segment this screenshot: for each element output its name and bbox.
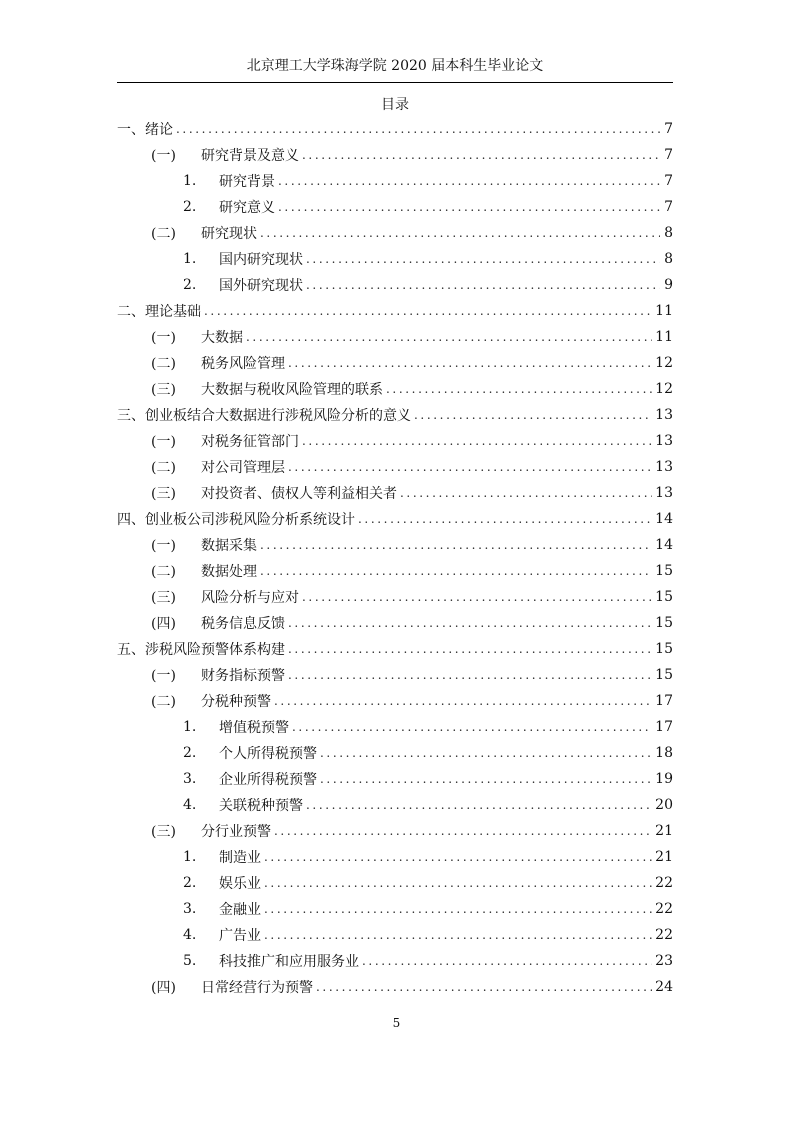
toc-entry[interactable] <box>117 506 673 532</box>
toc-leader-dots <box>278 174 660 188</box>
toc-entry[interactable] <box>117 948 673 974</box>
toc-entry-page: 7 <box>664 173 673 189</box>
toc-entry-title: 风险分析与应对 <box>201 590 299 606</box>
toc-entry[interactable] <box>117 818 673 844</box>
toc-entry-number: (三) <box>151 590 176 606</box>
toc-leader-dots <box>260 564 652 578</box>
toc-entry-title: 金融业 <box>219 902 261 918</box>
toc-entry[interactable] <box>117 792 673 818</box>
toc-entry-number: (一) <box>151 434 176 450</box>
toc-entry-title: 理论基础 <box>145 304 201 320</box>
toc-entry-number: 3. <box>183 771 197 787</box>
toc-entry-page: 9 <box>664 277 673 293</box>
toc-entry-title: 个人所得税预警 <box>219 746 317 762</box>
toc-leader-dots <box>358 512 652 526</box>
toc-entry-number: 二、 <box>117 304 145 320</box>
toc-entry-number: (三) <box>151 382 176 398</box>
toc-entry-page: 15 <box>655 667 673 683</box>
toc-entry[interactable] <box>117 454 673 480</box>
toc-entry[interactable] <box>117 194 673 220</box>
toc-leader-dots <box>274 694 652 708</box>
toc-entry-number: 2. <box>183 875 197 891</box>
toc-entry[interactable] <box>117 636 673 662</box>
toc-entry[interactable] <box>117 298 673 324</box>
toc-entry-page: 12 <box>655 381 673 397</box>
toc-entry-page: 14 <box>655 537 673 553</box>
toc-leader-dots <box>264 850 652 864</box>
toc-entry-title: 国外研究现状 <box>219 278 303 294</box>
toc-entry-number: 2. <box>183 199 197 215</box>
toc-entry[interactable] <box>117 480 673 506</box>
toc-entry[interactable] <box>117 324 673 350</box>
toc-entry-number: (三) <box>151 824 176 840</box>
toc-entry-number: (四) <box>151 616 176 632</box>
toc-leader-dots <box>264 876 652 890</box>
toc-entry-title: 研究背景 <box>219 174 275 190</box>
toc-entry-title: 税务信息反馈 <box>201 616 285 632</box>
toc-entry[interactable] <box>117 688 673 714</box>
toc-entry[interactable] <box>117 350 673 376</box>
toc-leader-dots <box>320 746 652 760</box>
toc-entry-page: 14 <box>655 511 673 527</box>
toc-leader-dots <box>302 148 660 162</box>
toc-entry-page: 22 <box>655 901 673 917</box>
toc-entry-number: 2. <box>183 745 197 761</box>
toc-entry-page: 8 <box>664 251 673 267</box>
toc-entry-number: 2. <box>183 277 197 293</box>
toc-entry-page: 23 <box>655 953 673 969</box>
toc-entry-title: 数据处理 <box>201 564 257 580</box>
toc-entry-title: 数据采集 <box>201 538 257 554</box>
toc-leader-dots <box>288 642 652 656</box>
toc-leader-dots <box>288 616 652 630</box>
toc-entry-title: 财务指标预警 <box>201 668 285 684</box>
toc-entry-number: (二) <box>151 356 176 372</box>
toc-entry-page: 15 <box>655 615 673 631</box>
toc-leader-dots <box>260 538 652 552</box>
toc-entry[interactable] <box>117 532 673 558</box>
toc-entry-page: 21 <box>655 823 673 839</box>
toc-entry-title: 制造业 <box>219 850 261 866</box>
toc-leader-dots <box>246 330 652 344</box>
toc-entry[interactable] <box>117 272 673 298</box>
toc-entry[interactable] <box>117 714 673 740</box>
toc-leader-dots <box>400 486 652 500</box>
toc-entry-number: 一、 <box>117 122 145 138</box>
page-number: 5 <box>392 1016 401 1030</box>
toc-entry-title: 关联税种预警 <box>219 798 303 814</box>
toc-entry-number: (一) <box>151 538 176 554</box>
toc-entry-number: (二) <box>151 694 176 710</box>
toc-leader-dots <box>288 356 652 370</box>
toc-entry-page: 13 <box>655 433 673 449</box>
toc-entry-page: 22 <box>655 927 673 943</box>
toc-entry-number: 三、 <box>117 408 145 424</box>
toc-entry-title: 科技推广和应用服务业 <box>219 954 359 970</box>
toc-entry-page: 19 <box>655 771 673 787</box>
toc-leader-dots <box>288 460 652 474</box>
toc-leader-dots <box>288 668 652 682</box>
toc-entry-number: 4. <box>183 927 197 943</box>
toc-entry-number: 5. <box>183 953 197 969</box>
toc-entry[interactable] <box>117 740 673 766</box>
toc-entry-number: (一) <box>151 330 176 346</box>
toc-leader-dots <box>302 590 652 604</box>
page-header: 北京理工大学珠海学院 2020 届本科生毕业论文 <box>246 58 544 74</box>
toc-leader-dots <box>306 798 652 812</box>
toc-entry-page: 22 <box>655 875 673 891</box>
toc-entry[interactable] <box>117 766 673 792</box>
toc-title: 目录 <box>381 97 409 113</box>
toc-entry-title: 税务风险管理 <box>201 356 285 372</box>
toc-entry-title: 对税务征管部门 <box>201 434 299 450</box>
toc-entry-number: (二) <box>151 226 176 242</box>
toc-leader-dots <box>302 434 652 448</box>
toc-entry-page: 11 <box>655 329 673 345</box>
toc-leader-dots <box>204 304 652 318</box>
toc-entry-page: 17 <box>655 719 673 735</box>
toc-entry-title: 分行业预警 <box>201 824 271 840</box>
toc-leader-dots <box>316 980 652 994</box>
toc-entry[interactable] <box>117 142 673 168</box>
toc-entry-title: 日常经营行为预警 <box>201 980 313 996</box>
toc-leader-dots <box>306 278 660 292</box>
toc-entry-title: 广告业 <box>219 928 261 944</box>
toc-entry-page: 12 <box>655 355 673 371</box>
toc-entry-title: 研究现状 <box>201 226 257 242</box>
toc-entry[interactable] <box>117 870 673 896</box>
toc-entry-page: 7 <box>664 147 673 163</box>
toc-entry-number: (四) <box>151 980 176 996</box>
toc-entry-title: 研究背景及意义 <box>201 148 299 164</box>
toc-entry[interactable] <box>117 168 673 194</box>
toc-leader-dots <box>278 200 660 214</box>
toc-entry-page: 7 <box>664 199 673 215</box>
toc-entry-page: 7 <box>664 121 673 137</box>
toc-entry[interactable] <box>117 116 673 142</box>
toc-entry-title: 对投资者、债权人等利益相关者 <box>201 486 397 502</box>
toc-entry-title: 创业板结合大数据进行涉税风险分析的意义 <box>145 408 411 424</box>
toc-entry-number: 1. <box>183 251 197 267</box>
toc-entry-number: 五、 <box>117 642 145 658</box>
toc-entry-page: 13 <box>655 407 673 423</box>
toc-entry-title: 创业板公司涉税风险分析系统设计 <box>145 512 355 528</box>
toc-entry[interactable] <box>117 662 673 688</box>
toc-entry[interactable] <box>117 246 673 272</box>
toc-entry-number: 1. <box>183 173 197 189</box>
toc-entry[interactable] <box>117 376 673 402</box>
toc-entry-title: 涉税风险预警体系构建 <box>145 642 285 658</box>
toc-entry-title: 国内研究现状 <box>219 252 303 268</box>
toc-leader-dots <box>264 902 652 916</box>
toc-leader-dots <box>176 122 660 136</box>
toc-entry-title: 分税种预警 <box>201 694 271 710</box>
toc-entry-title: 大数据与税收风险管理的联系 <box>201 382 383 398</box>
toc-entry-number: 1. <box>183 719 197 735</box>
toc-entry-page: 21 <box>655 849 673 865</box>
toc-entry[interactable] <box>117 220 673 246</box>
toc-entry-page: 17 <box>655 693 673 709</box>
header-rule <box>117 82 673 83</box>
toc-entry-page: 15 <box>655 563 673 579</box>
toc-leader-dots <box>320 772 652 786</box>
toc-entry-page: 24 <box>655 979 673 995</box>
toc-entry-number: 4. <box>183 797 197 813</box>
toc-entry-page: 13 <box>655 459 673 475</box>
toc-entry-title: 绪论 <box>145 122 173 138</box>
toc-entry-page: 15 <box>655 589 673 605</box>
toc-entry-page: 8 <box>664 225 673 241</box>
toc-entry-number: (二) <box>151 460 176 476</box>
toc-entry-number: 3. <box>183 901 197 917</box>
toc-entry[interactable] <box>117 584 673 610</box>
toc-entry[interactable] <box>117 610 673 636</box>
toc-entry-title: 研究意义 <box>219 200 275 216</box>
toc-leader-dots <box>386 382 652 396</box>
table-of-contents <box>117 116 673 1000</box>
toc-entry[interactable] <box>117 974 673 1000</box>
toc-entry[interactable] <box>117 896 673 922</box>
toc-leader-dots <box>362 954 652 968</box>
toc-entry-number: (三) <box>151 486 176 502</box>
toc-leader-dots <box>306 252 660 266</box>
toc-entry-number: 四、 <box>117 512 145 528</box>
toc-entry-title: 娱乐业 <box>219 876 261 892</box>
toc-entry[interactable] <box>117 402 673 428</box>
toc-leader-dots <box>274 824 652 838</box>
toc-entry-title: 企业所得税预警 <box>219 772 317 788</box>
toc-entry-title: 增值税预警 <box>219 720 289 736</box>
toc-entry-page: 20 <box>655 797 673 813</box>
toc-entry[interactable] <box>117 844 673 870</box>
toc-entry-number: (一) <box>151 148 176 164</box>
toc-entry-number: (一) <box>151 668 176 684</box>
toc-entry-number: 1. <box>183 849 197 865</box>
toc-entry-page: 11 <box>655 303 673 319</box>
toc-leader-dots <box>292 720 652 734</box>
toc-leader-dots <box>264 928 652 942</box>
toc-entry-number: (二) <box>151 564 176 580</box>
toc-entry-title: 大数据 <box>201 330 243 346</box>
toc-entry-page: 13 <box>655 485 673 501</box>
toc-entry-page: 18 <box>655 745 673 761</box>
toc-entry-title: 对公司管理层 <box>201 460 285 476</box>
toc-entry[interactable] <box>117 922 673 948</box>
toc-entry[interactable] <box>117 428 673 454</box>
toc-leader-dots <box>414 408 652 422</box>
toc-entry[interactable] <box>117 558 673 584</box>
toc-entry-page: 15 <box>655 641 673 657</box>
toc-leader-dots <box>260 226 660 240</box>
